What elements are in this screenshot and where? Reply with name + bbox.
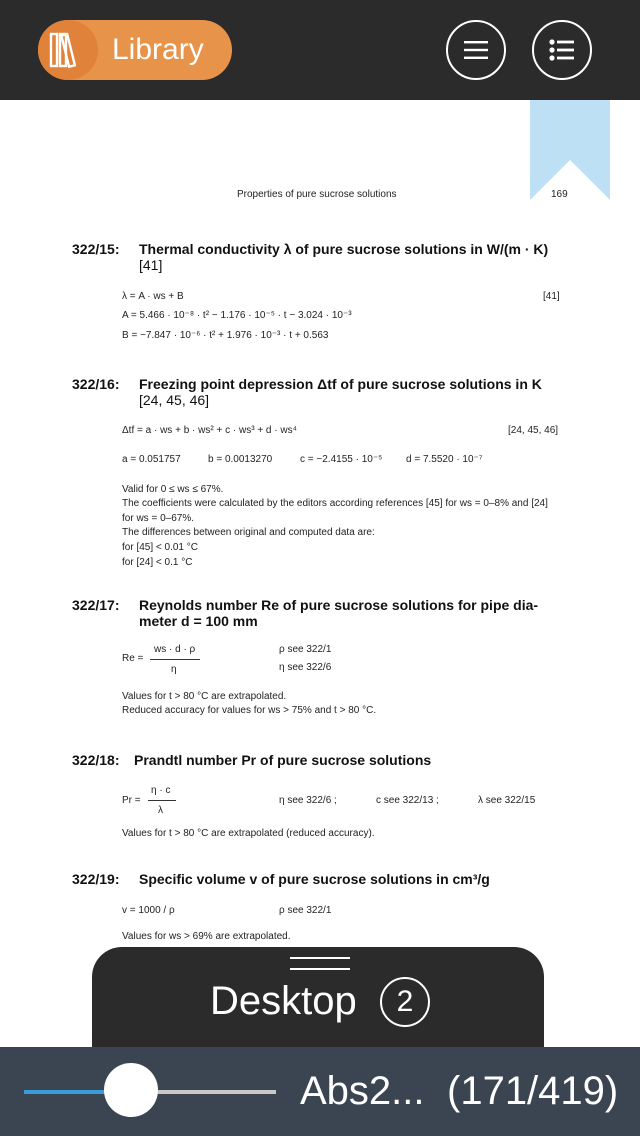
running-title: Properties of pure sucrose solutions bbox=[237, 189, 397, 200]
note: Values for ws > 69% are extrapolated. bbox=[122, 931, 291, 942]
desktop-label: Desktop bbox=[210, 979, 357, 1023]
equation-ref: [41] bbox=[543, 291, 560, 302]
table-of-contents-button[interactable] bbox=[532, 20, 592, 80]
section-title: Thermal conductivity λ of pure sucrose solutions in W/(m · K) bbox=[139, 241, 549, 257]
library-button[interactable] bbox=[38, 20, 232, 80]
equation: A = 5.466 · 10⁻⁸ · t² − 1.176 · 10⁻⁵ · t − 3.024 · 10⁻³ bbox=[122, 310, 352, 321]
page-counter: (171/419) bbox=[447, 1069, 619, 1113]
equation-ref: [24, 45, 46] bbox=[508, 425, 559, 436]
coefficient: a = 0.051757 bbox=[122, 454, 181, 465]
section-number: 322/17: bbox=[72, 597, 120, 613]
equation: v = 1000 / ρ bbox=[122, 905, 175, 916]
desktop-count-badge: 2 bbox=[380, 977, 430, 1027]
desktop-tab[interactable] bbox=[92, 947, 544, 1047]
section-number: 322/19: bbox=[72, 871, 120, 887]
list-icon bbox=[549, 37, 575, 63]
drag-handle-icon[interactable] bbox=[290, 957, 350, 970]
coefficient: b = 0.0013270 bbox=[208, 454, 273, 465]
cross-reference: ρ see 322/1 bbox=[279, 905, 332, 916]
hamburger-menu-button[interactable] bbox=[446, 20, 506, 80]
footer-bar bbox=[0, 1047, 640, 1136]
fraction-bar bbox=[148, 800, 176, 801]
equation: Δtf = a · ws + b · ws² + c · ws³ + d · ws⁴ bbox=[122, 425, 297, 436]
note: for ws = 0–67%. bbox=[122, 513, 194, 524]
section-number: 322/15: bbox=[72, 241, 120, 257]
document-page[interactable] bbox=[0, 100, 640, 1050]
equation-lhs: Pr = bbox=[122, 795, 141, 806]
fraction-bar bbox=[150, 659, 200, 660]
fraction-denominator: η bbox=[171, 664, 177, 675]
section-title: Prandtl number Pr of pure sucrose solutions bbox=[134, 752, 432, 768]
section-number: 322/18: bbox=[72, 752, 120, 768]
note: Reduced accuracy for values for ws > 75% and t > 80 °C. bbox=[122, 705, 377, 716]
section-title: meter d = 100 mm bbox=[139, 613, 258, 629]
cross-reference: η see 322/6 bbox=[279, 662, 332, 673]
cross-reference: ρ see 322/1 bbox=[279, 644, 332, 655]
cross-reference: λ see 322/15 bbox=[478, 795, 536, 806]
top-bar bbox=[0, 0, 640, 100]
note: Values for t > 80 °C are extrapolated. bbox=[122, 691, 287, 702]
section-title-ref: [41] bbox=[139, 257, 163, 273]
note: for [45] < 0.01 °C bbox=[122, 542, 198, 553]
fraction-numerator: η · c bbox=[151, 785, 171, 796]
note: Valid for 0 ≤ ws ≤ 67%. bbox=[122, 484, 224, 495]
cross-reference: η see 322/6 ; bbox=[279, 795, 337, 806]
equation-lhs: Re = bbox=[122, 653, 144, 664]
section-title-ref: [24, 45, 46] bbox=[139, 392, 210, 408]
coefficient: d = 7.5520 · 10⁻⁷ bbox=[406, 454, 483, 465]
note: Values for t > 80 °C are extrapolated (reduced accuracy). bbox=[122, 828, 375, 839]
fraction-denominator: λ bbox=[158, 805, 163, 816]
coefficient: c = −2.4155 · 10⁻⁵ bbox=[300, 454, 383, 465]
equation: λ = A · ws + B bbox=[122, 291, 184, 302]
note: The differences between original and computed data are: bbox=[122, 527, 375, 538]
section-title: Reynolds number Re of pure sucrose solutions for pipe dia- bbox=[139, 597, 539, 613]
section-title: Freezing point depression Δtf of pure sucrose solutions in K bbox=[139, 376, 542, 392]
equation: B = −7.847 · 10⁻⁶ · t² + 1.976 · 10⁻³ · t + 0.563 bbox=[122, 330, 329, 341]
bookmark-icon[interactable] bbox=[530, 100, 610, 200]
note: for [24] < 0.1 °C bbox=[122, 557, 193, 568]
page-number: 169 bbox=[551, 189, 568, 200]
page-slider-thumb[interactable] bbox=[104, 1063, 158, 1117]
section-number: 322/16: bbox=[72, 376, 120, 392]
fraction-numerator: ws · d · ρ bbox=[154, 644, 196, 655]
books-icon bbox=[38, 20, 98, 80]
library-label: Library bbox=[112, 33, 204, 66]
hamburger-menu-icon bbox=[463, 37, 489, 63]
cross-reference: c see 322/13 ; bbox=[376, 795, 439, 806]
section-title: Specific volume v of pure sucrose solutions in cm³/g bbox=[139, 871, 490, 887]
note: The coefficients were calculated by the editors according references [45] for ws = 0–8% and [24] bbox=[122, 498, 548, 509]
page-slider-fill bbox=[24, 1090, 104, 1094]
document-name: Abs2... bbox=[300, 1069, 425, 1113]
